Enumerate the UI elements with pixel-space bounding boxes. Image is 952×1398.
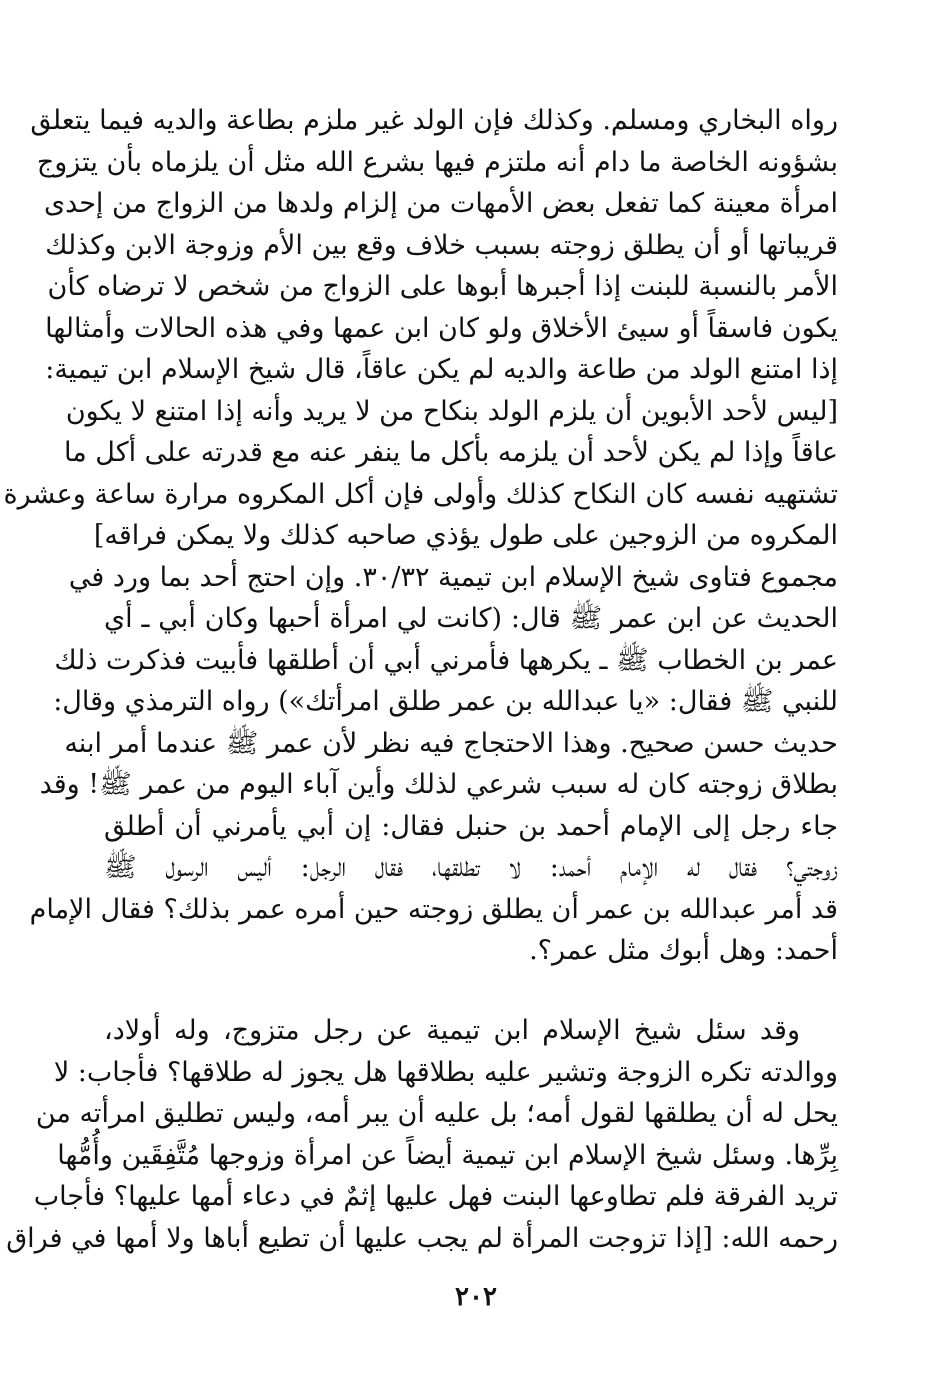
text-line: الحديث عن ابن عمر ﷺ قال: (كانت لي امرأة أحبها وكان أبي ـ أي <box>104 603 838 634</box>
text-line: مجموع فتاوى شيخ الإسلام ابن تيمية ٣٠/٣٢. وإن احتج أحد بما ورد في <box>68 561 838 593</box>
paragraph-1 <box>3 100 838 972</box>
text-line: جاء رجل إلى الإمام أحمد بن حنبل فقال: إن أبي يأمرني أن أطلق <box>104 810 838 842</box>
paragraph-2 <box>6 1010 838 1259</box>
text-line: الأمر بالنسبة للبنت إذا أجبرها أبوها على الزواج من شخص لا ترضاه كأن <box>47 271 838 302</box>
text-line: بشؤونه الخاصة ما دام أنه ملتزم فيها بشرع الله مثل أن يلزماه بأن يتزوج <box>36 146 838 178</box>
text-line: تشتهيه نفسه كان النكاح كذلك وأولى فإن أكل المكروه مرارة ساعة وعشرة <box>3 478 838 510</box>
text-line: قريباتها أو أن يطلق زوجته بسبب خلاف وقع بين الأم وزوجة الابن وكذلك <box>45 229 838 261</box>
text-line: إذا امتنع الولد من طاعة والديه لم يكن عاقاً، قال شيخ الإسلام ابن تيمية: <box>45 354 838 385</box>
text-line: أحمد: وهل أبوك مثل عمر؟. <box>529 935 838 966</box>
text-line: بِرِّها. وسئل شيخ الإسلام ابن تيمية أيضاً عن امرأة وزوجها مُتَّفِقَين وأُمُّها <box>57 1139 838 1171</box>
text-line: رواه البخاري ومسلم. وكذلك فإن الولد غير ملزم بطاعة والديه فيما يتعلق <box>30 105 838 136</box>
text-line: [ليس لأحد الأبوين أن يلزم الولد بنكاح من لا يريد وأنه إذا امتنع لا يكون <box>65 395 838 427</box>
text-line: للنبي ﷺ فقال: «يا عبدالله بن عمر طلق امرأتك») رواه الترمذي وقال: <box>53 686 838 717</box>
text-line: بطلاق زوجته كان له سبب شرعي لذلك وأين آباء اليوم من عمر ﷺ! وقد <box>39 769 838 800</box>
text-line: عاقاً وإذا لم يكن لأحد أن يلزمه بأكل ما ينفر عنه مع قدرته على أكل ما <box>64 437 838 468</box>
text-line: تريد الفرقة فلم تطاوعها البنت فهل عليها إثمٌ في دعاء أمها عليها؟ فأجاب <box>33 1181 838 1212</box>
text-line: ووالدته تكره الزوجة وتشير عليه بطلاقها هل يجوز له طلاقها؟ فأجاب: لا <box>53 1056 838 1088</box>
page-number: ٢٠٢ <box>455 1282 497 1312</box>
text-line: زوجتي؟ فقال له الإمام أحمد: لا تطلقها، فقال الرجل: أليس الرسول ﷺ <box>104 852 838 883</box>
text-line: قد أمر عبدالله بن عمر أن يطلق زوجته حين أمره عمر بذلك؟ فقال الإمام <box>29 893 838 925</box>
text-line: امرأة معينة كما تفعل بعض الأمهات من إلزام ولدها من الزواج من إحدى <box>43 188 838 219</box>
text-line: يحل له أن يطلقها لقول أمه؛ بل عليه أن يبر أمه، وليس تطليق امرأته من <box>35 1098 838 1129</box>
text-line: حديث حسن صحيح. وهذا الاحتجاج فيه نظر لأن عمر ﷺ عندما أمر ابنه <box>64 727 838 759</box>
text-line: وقد سئل شيخ الإسلام ابن تيمية عن رجل متزوج، وله أولاد، <box>104 1015 800 1046</box>
text-line: المكروه من الزوجين على طول يؤذي صاحبه كذلك ولا يمكن فراقه] <box>93 520 838 551</box>
text-line: عمر بن الخطاب ﷺ ـ يكرهها فأمرني أبي أن أطلقها فأبيت فذكرت ذلك <box>54 644 838 676</box>
text-line: يكون فاسقاً أو سيئ الأخلاق ولو كان ابن عمها وفي هذه الحالات وأمثالها <box>45 312 838 344</box>
text-line: رحمه الله: [إذا تزوجت المرأة لم يجب عليها أن تطيع أباها ولا أمها في فراق <box>6 1222 838 1254</box>
